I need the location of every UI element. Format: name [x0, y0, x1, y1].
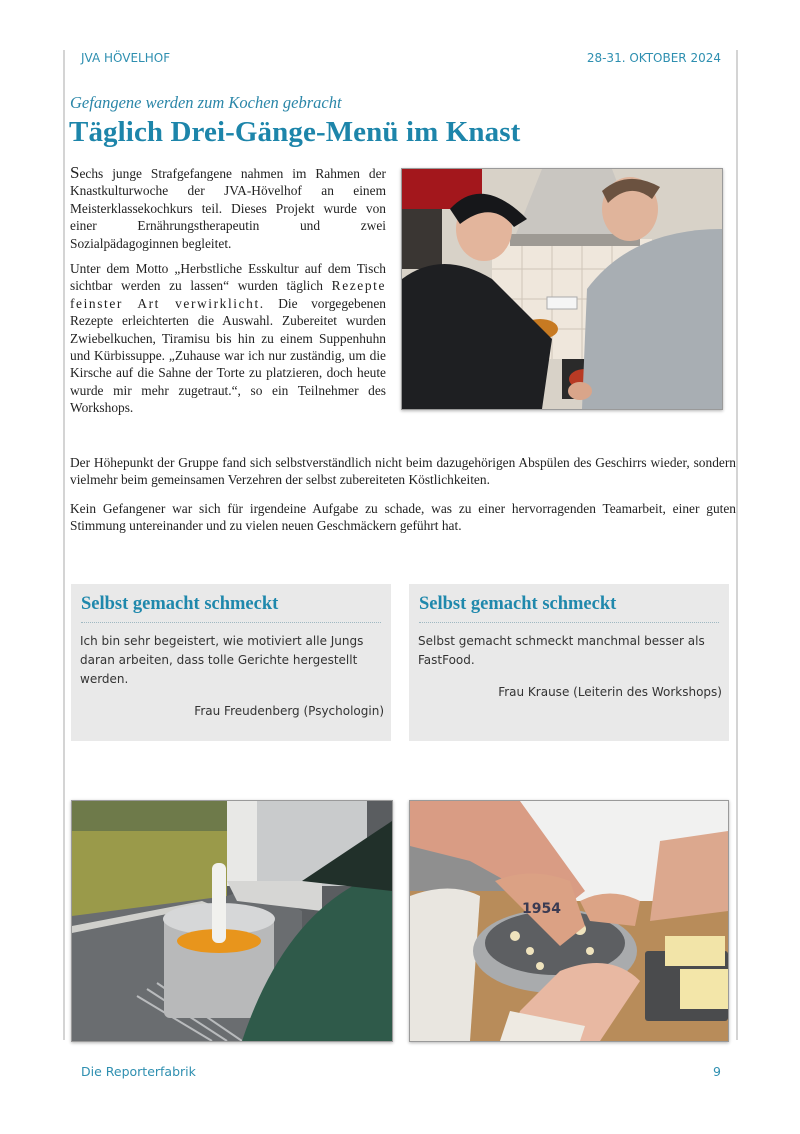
quote-box-freudenberg [71, 584, 391, 741]
quote-title: Selbst gemacht schmeckt [81, 594, 279, 614]
paragraph-highlight: Der Höhepunkt der Gruppe fand sich selbstverständlich nicht beim dazugehörigen Abspülen des Geschirrs wieder, sondern vielmehr beim gemeinsamen Verzehren der selbst zubereiteten Köstlichkeiten. [70, 455, 736, 488]
page-margin-rule-right [736, 50, 738, 1040]
dotted-divider [419, 622, 719, 623]
article-headline: Täglich Drei-Gänge-Menü im Knast [69, 116, 521, 148]
quote-title: Selbst gemacht schmeckt [419, 594, 617, 614]
article-kicker: Gefangene werden zum Kochen gebracht [70, 93, 342, 112]
quote-author: Frau Freudenberg (Psychologin) [194, 704, 384, 718]
running-header [81, 51, 721, 69]
paragraph-motto: Unter dem Motto „Herbstliche Esskultur auf dem Tisch sichtbar werden zu lassen“ wurden täglich Rezepte feinster Art verwirklicht. Die vorgegebenen Rezepte erleichterten die Auswahl. Zubereitet wurden Zwiebelkuchen, Tiramisu bis hin zu einem Suppenhuhn und Kürbissuppe. „Zuhause war ich nur zuständig, um die Kirsche auf die Sahne der Torte zu platzieren, doch heute wurde mir mehr zugetraut.“, so ein Teilnehmer des Workshops. [70, 261, 386, 416]
drop-cap: S [70, 163, 80, 182]
photo-grating-cheese [409, 800, 729, 1042]
article-intro-column [70, 164, 386, 425]
paragraph-intro: Sechs junge Strafgefangene nahmen im Rahmen der Knastkulturwoche der JVA-Hövelhof an einem Meisterklassekochkurs teil. Dieses Projekt wurde von einer Ernährungstherapeutin und zwei Sozialpädagoginnen begleitet. [70, 163, 386, 251]
quote-text: Ich bin sehr begeistert, wie motiviert alle Jungs daran arbeiten, dass tolle Gerichte hergestellt werden. [80, 634, 364, 686]
photo-cooking-at-stove [401, 168, 723, 410]
quote-text: Selbst gemacht schmeckt manchmal besser als FastFood. [418, 634, 705, 667]
page-margin-rule-left [63, 50, 65, 1040]
page-number: 9 [713, 1064, 721, 1079]
dotted-divider [81, 622, 381, 623]
page-footer [81, 1064, 721, 1082]
quote-author: Frau Krause (Leiterin des Workshops) [498, 685, 722, 699]
publication-name: JVA HÖVELHOF [81, 51, 171, 65]
paragraph-teamwork: Kein Gefangener war sich für irgendeine Aufgabe zu schade, was zu einer hervorragenden Teamarbeit, einer guten Stimmung untereinander und zu vielen neuen Geschmäckern geführt hat. [70, 501, 736, 534]
quote-box-krause [409, 584, 729, 741]
photo-blending-soup [71, 800, 393, 1042]
issue-date: 28-31. OKTOBER 2024 [586, 51, 721, 65]
publisher-name: Die Reporterfabrik [81, 1064, 196, 1079]
svg-text:1954: 1954 [522, 901, 561, 917]
